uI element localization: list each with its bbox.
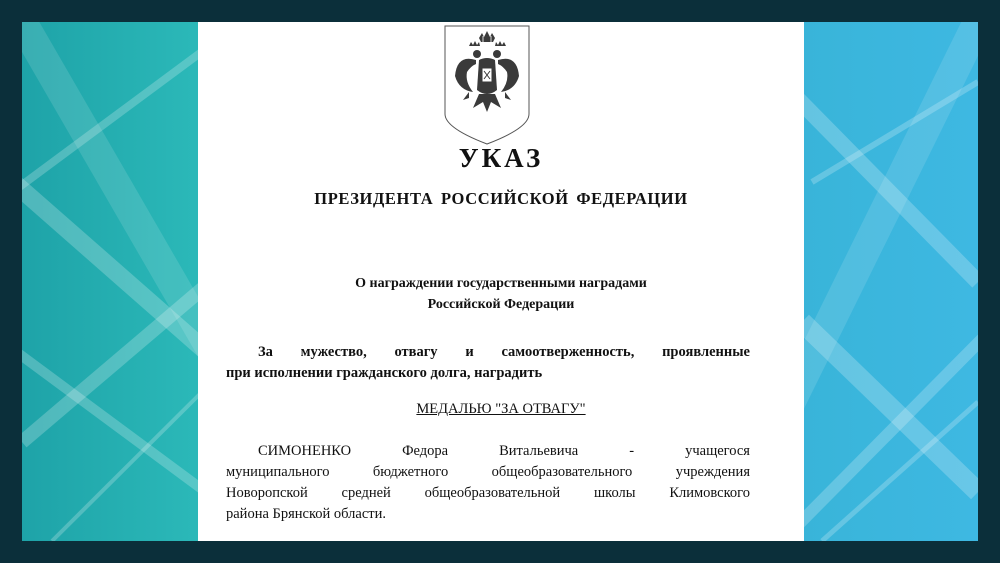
decree-title: УКАЗ: [458, 143, 544, 173]
decree-subtitle: ПРЕЗИДЕНТА РОССИЙСКОЙ ФЕДЕРАЦИИ: [314, 189, 688, 208]
subject-line-2: Российской Федерации: [427, 297, 575, 312]
awardee-paragraph: [226, 441, 750, 525]
awardee-first-name: Федора: [402, 443, 449, 459]
awardee-line-2: муниципального бюджетного общеобразовательного учреждения: [226, 464, 750, 480]
decree-subject: [198, 273, 804, 315]
subject-line-1: О награждении государственными наградами: [355, 276, 647, 291]
russian-coat-of-arms-icon: [443, 24, 531, 146]
awardee-surname: СИМОНЕНКО: [258, 443, 352, 459]
preamble-line-1: За мужество, отвагу и самоотверженность, проявленные: [258, 344, 750, 360]
awardee-line-1: [226, 441, 750, 462]
awardee-line-4: района Брянской области.: [226, 506, 386, 522]
awardee-patronymic: Витальевича: [499, 443, 579, 459]
decree-document: [198, 22, 804, 541]
awardee-dash: -: [629, 443, 635, 459]
medal-name: МЕДАЛЬЮ "ЗА ОТВАГУ": [416, 401, 586, 417]
decree-preamble: [226, 342, 750, 384]
awardee-line-3: Новоропской средней общеобразовательной школы Климовского: [226, 485, 750, 501]
preamble-line-2: при исполнении гражданского долга, наградить: [226, 365, 543, 381]
awardee-role: учащегося: [685, 443, 750, 459]
